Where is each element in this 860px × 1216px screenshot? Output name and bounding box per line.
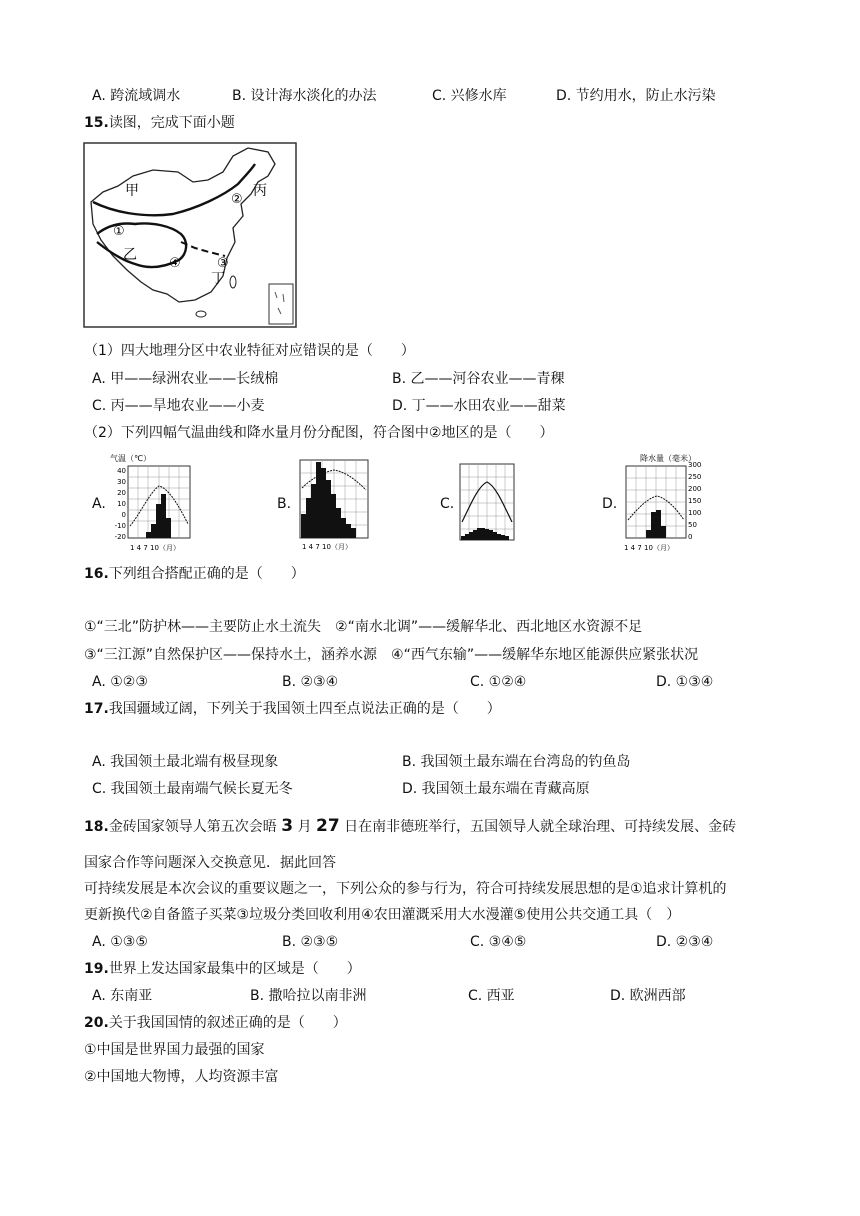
q15-sub1-option-a: A. 甲——绿洲农业——长绒棉 (92, 371, 279, 387)
chart-d-option-letter: D. (602, 496, 618, 512)
q18-month-value: 3 (281, 816, 294, 836)
chart-c-option-letter: C. (440, 496, 455, 512)
q19-option-d: D. 欧洲西部 (610, 988, 686, 1004)
q17-option-d: D. 我国领土最东端在青藏高原 (402, 781, 590, 797)
map-label-bing: 丙 (253, 183, 267, 199)
svg-text:150: 150 (688, 497, 702, 505)
q19-stem (84, 959, 361, 979)
chart-a-option-letter: A. (92, 496, 106, 512)
svg-text:50: 50 (688, 521, 697, 529)
svg-text:300: 300 (688, 461, 702, 469)
q18-stem-line4: 更新换代②自备篮子买菜③垃圾分类回收利用④农田灌溉采用大水漫灌⑤使用公共交通工具（ ） (84, 907, 681, 923)
q16-option-a: A. ①②③ (92, 674, 148, 690)
svg-text:-10: -10 (114, 522, 126, 530)
svg-text:250: 250 (688, 473, 702, 481)
q15-sub1-option-b: B. 乙——河谷农业——青稞 (392, 371, 565, 387)
q15-stem (84, 113, 235, 133)
q20-stem (84, 1013, 347, 1033)
q16-option-b: B. ②③④ (282, 674, 339, 690)
q17-option-b: B. 我国领土最东端在台湾岛的钓鱼岛 (402, 754, 631, 770)
q18-option-a: A. ①③⑤ (92, 934, 148, 950)
map-label-1: ① (113, 224, 125, 239)
chart-a-ylabel: 气温（℃） (110, 454, 151, 463)
q17-number: 17. (84, 701, 109, 717)
q17-stem-text: 我国疆域辽阔，下列关于我国领土四至点说法正确的是（ ） (108, 701, 501, 717)
q20-item-2: ②中国地大物博，人均资源丰富 (84, 1069, 279, 1085)
climate-chart-c (458, 462, 518, 542)
q18-stem-line3: 可持续发展是本次会议的重要议题之一，下列公众的参与行为，符合可持续发展思想的是①追求计算机的 (84, 881, 727, 897)
q14-option-c: C. 兴修水库 (432, 88, 507, 104)
q16-option-d: D. ①③④ (656, 674, 714, 690)
q14-option-a: A. 跨流域调水 (92, 88, 181, 104)
q15-sub1-option-c: C. 丙——旱地农业——小麦 (92, 398, 265, 414)
q19-number: 19. (84, 961, 109, 977)
q14-option-b: B. 设计海水淡化的办法 (232, 88, 377, 104)
map-label-ding: 丁 (211, 271, 225, 287)
q18-day-value: 27 (316, 816, 340, 836)
q18-option-c: C. ③④⑤ (470, 934, 527, 950)
q18-number: 18. (84, 819, 109, 835)
chart-b-xticks: 1 4 7 10（月） (302, 543, 352, 551)
svg-text:10: 10 (117, 500, 126, 508)
map-label-yi: 乙 (123, 247, 137, 263)
q17-option-c: C. 我国领土最南端气候长夏无冬 (92, 781, 293, 797)
q19-option-b: B. 撒哈拉以南非洲 (250, 988, 367, 1004)
q20-stem-text: 关于我国国情的叙述正确的是（ ） (108, 1015, 347, 1031)
chart-a-xticks: 1 4 7 10（月） (130, 544, 180, 552)
q18-stem-line2: 国家合作等问题深入交换意见．据此回答 (84, 855, 336, 871)
svg-text:40: 40 (117, 467, 126, 475)
q15-sub1-stem: （1）四大地理分区中农业特征对应错误的是（ ） (84, 343, 415, 359)
q20-item-1: ①中国是世界国力最强的国家 (84, 1042, 265, 1058)
svg-text:30: 30 (117, 478, 126, 486)
q16-option-c: C. ①②④ (470, 674, 527, 690)
q15-stem-text: 读图，完成下面小题 (108, 115, 235, 131)
svg-text:-20: -20 (114, 533, 126, 541)
china-map-figure (83, 142, 297, 328)
q19-option-a: A. 东南亚 (92, 988, 153, 1004)
q16-item-line2: ③“三江源”自然保护区——保持水土，涵养水源 ④“西气东输”——缓解华东地区能源供应紧张状况 (84, 647, 699, 663)
svg-text:200: 200 (688, 485, 702, 493)
q18-option-d: D. ②③④ (656, 934, 714, 950)
svg-text:0: 0 (688, 533, 693, 541)
q17-option-a: A. 我国领土最北端有极昼现象 (92, 754, 279, 770)
q16-item-line1: ①“三北”防护林——主要防止水土流失 ②“南水北调”——缓解华北、西北地区水资源不足 (84, 619, 643, 635)
climate-chart-b (296, 458, 378, 554)
q14-option-d: D. 节约用水，防止水污染 (556, 88, 716, 104)
chart-b-option-letter: B. (277, 496, 292, 512)
q18-stem-line1: 18.金砖国家领导人第五次会晤 3 月 27 日在南非德班举行，五国领导人就全球治理、可持续发展、金砖 (84, 816, 737, 836)
q15-number: 15. (84, 115, 109, 131)
q16-stem-text: 下列组合搭配正确的是（ ） (108, 566, 305, 582)
map-label-jia: 甲 (125, 183, 139, 199)
q19-stem-text: 世界上发达国家最集中的区域是（ ） (108, 961, 361, 977)
q15-sub1-option-d: D. 丁——水田农业——甜菜 (392, 398, 566, 414)
svg-text:100: 100 (688, 509, 702, 517)
q19-option-c: C. 西亚 (468, 988, 515, 1004)
q15-sub2-stem: （2）下列四幅气温曲线和降水量月份分配图，符合图中②地区的是（ ） (84, 425, 554, 441)
map-label-2: ② (231, 192, 243, 207)
q18-option-b: B. ②③⑤ (282, 934, 339, 950)
china-map (83, 142, 297, 328)
q16-number: 16. (84, 566, 109, 582)
chart-d-ylabel: 降水量（毫米） (640, 454, 696, 463)
q16-stem (84, 564, 305, 584)
q20-number: 20. (84, 1015, 109, 1031)
chart-d-xticks: 1 4 7 10（月） (624, 544, 674, 552)
map-label-3: ③ (217, 256, 229, 271)
map-label-4: ④ (169, 256, 181, 271)
q17-stem (84, 699, 501, 719)
svg-text:0: 0 (121, 511, 126, 519)
climate-chart-a (108, 452, 194, 556)
svg-text:20: 20 (117, 489, 126, 497)
climate-chart-d (620, 452, 720, 556)
